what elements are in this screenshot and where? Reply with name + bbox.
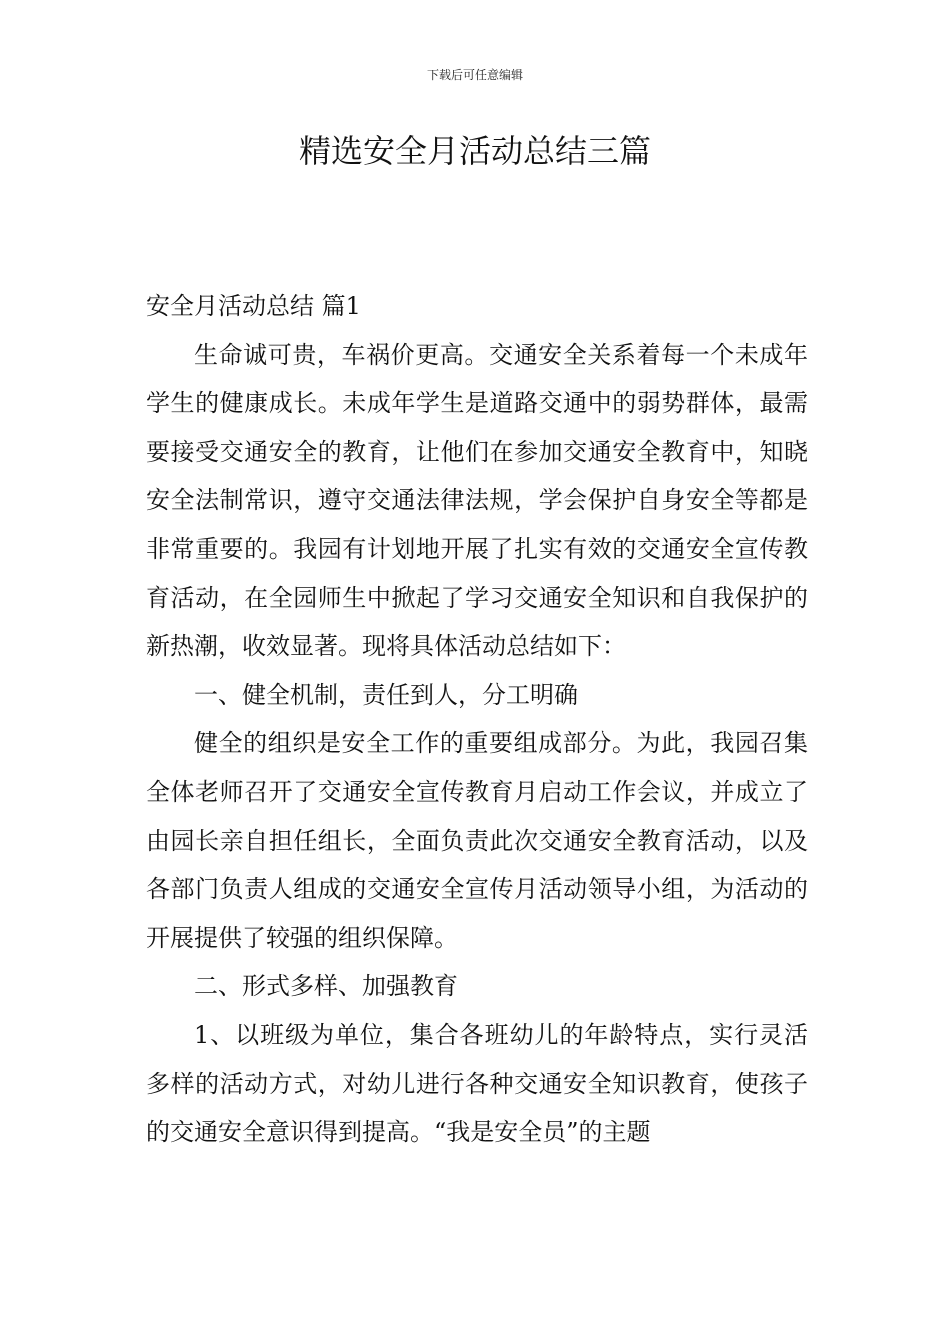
paragraph-class-activities: 1、以班级为单位，集合各班幼儿的年龄特点，实行灵活多样的活动方式，对幼儿进行各种交通安全知识教育，使孩子的交通安全意识得到提高。“我是安全员”的主题 (146, 1020, 808, 1147)
section-heading: 安全月活动总结 篇1 (146, 292, 361, 320)
page-header-note: 下载后可任意编辑 (426, 68, 523, 82)
document-body (146, 282, 808, 1157)
paragraph-heading-1: 一、健全机制，责任到人，分工明确 (194, 680, 578, 709)
paragraph-intro: 生命诚可贵，车祸价更高。交通安全关系着每一个未成年学生的健康成长。未成年学生是道路交通中的弱势群体，最需要接受交通安全的教育，让他们在参加交通安全教育中，知晓安全法制常识，遵守交通法律法规，学会保护自身安全等都是非常重要的。我园有计划地开展了扎实有效的交通安全宣传教育活动，在全园师生中掀起了学习交通安全知识和自我保护的新热潮，收效显著。现将具体活动总结如下： (146, 340, 808, 661)
document-title: 精选安全月活动总结三篇 (298, 132, 651, 170)
paragraph-heading-2: 二、形式多样、加强教育 (194, 972, 458, 1001)
paragraph-organization: 健全的组织是安全工作的重要组成部分。为此，我园召集全体老师召开了交通安全宣传教育月启动工作会议，并成立了由园长亲自担任组长，全面负责此次交通安全教育活动，以及各部门负责人组成的交通安全宣传月活动领导小组，为活动的开展提供了较强的组织保障。 (146, 729, 808, 952)
